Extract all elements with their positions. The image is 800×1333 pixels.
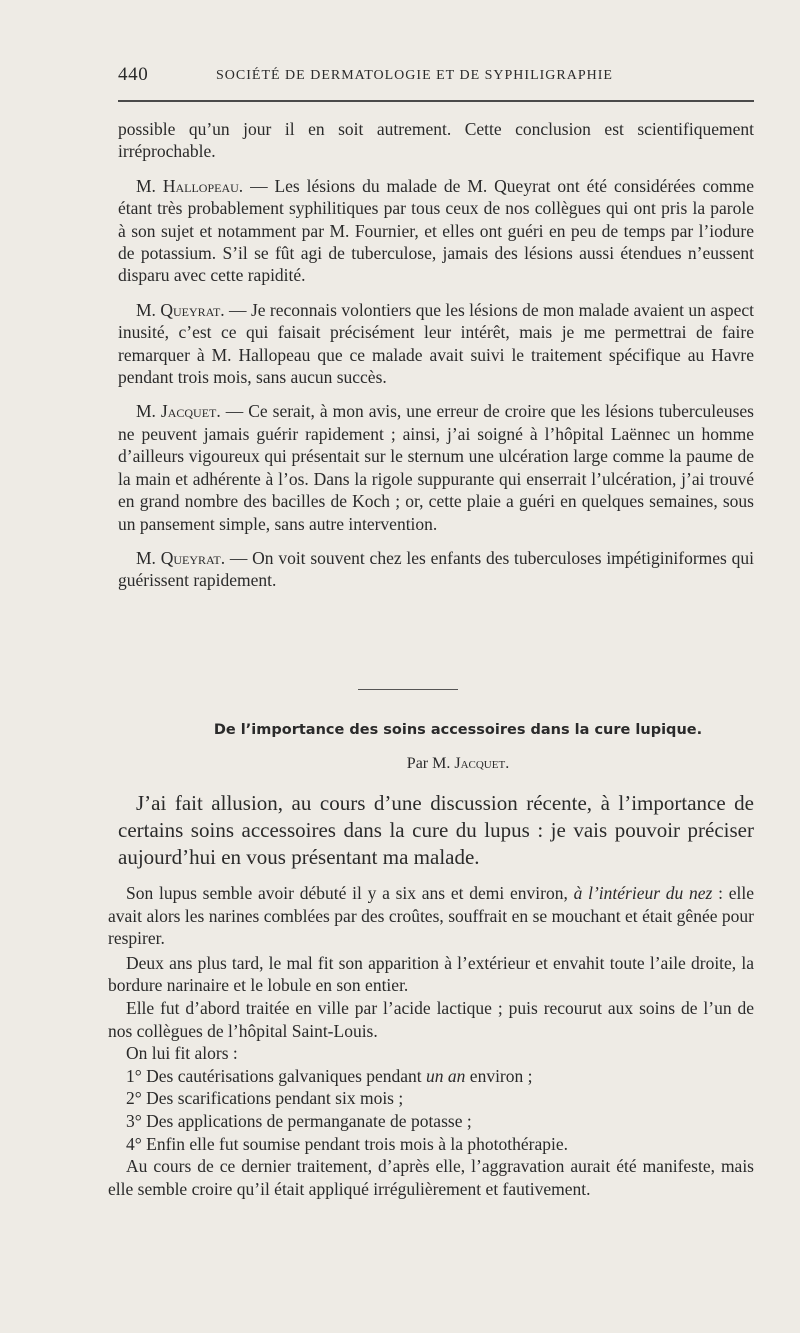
paragraph-continuation <box>118 118 754 163</box>
paragraph-text: — Les lésions du malade de M. Queyrat ont été considérées comme étant très probablement syphilitiques par tous ceux de nos collègues qui ont pris la parole à son sujet et notamment par M. Fournier, et elles ont guéri en peu de temps par l’iodure de potassium. S’il se fût agi de tuberculose, jamais des lésions aussi étendues n’eussent disparu avec cette rapidité. <box>118 175 754 286</box>
article-author <box>118 755 798 773</box>
discussion-section <box>118 118 754 604</box>
paragraph: Elle fut d’abord traitée en ville par l’acide lactique ; puis recourut aux soins de l’un de nos collègues de l’hôpital Saint-Louis. <box>108 997 754 1041</box>
author-prefix: Par M. <box>406 755 455 772</box>
lead-paragraph: J’ai fait allusion, au cours d’une discussion récente, à l’importance de certains soins accessoires dans la cure du lupus : je vais pouvoir préciser aujourd’hui en vous présentant ma malade. <box>118 791 754 869</box>
paragraph-hallopeau <box>118 175 754 287</box>
paragraph-jacquet <box>118 400 754 534</box>
paragraph <box>108 882 754 950</box>
page-header <box>118 64 754 88</box>
paragraph-text: — On voit souvent chez les enfants des tuberculoses impétiginiformes qui guérissent rapidement. <box>118 547 755 591</box>
article-title: De l’importance des soins accessoires dans la cure lupique. <box>213 722 703 738</box>
italic-text: à l’intérieur du nez <box>573 883 713 903</box>
list-item: 3° Des applications de permanganate de potasse ; <box>126 1110 472 1131</box>
header-rule <box>118 100 754 102</box>
speaker-name: M. Jacquet. <box>136 401 221 422</box>
paragraph-text: — Je reconnais volontiers que les lésions de mon malade avaient un aspect inusité, c’est ce qui faisait précisément leur intérêt, mais je me permettrai de faire remarquer à M. Hallopeau que ce malade avait suivi le traitement spécifique au Havre pendant trois mois, sans aucun succès. <box>118 299 754 388</box>
paragraph: On lui fit alors : <box>126 1043 238 1064</box>
paragraph-queyrat-2 <box>118 547 754 592</box>
running-title: SOCIÉTÉ DE DERMATOLOGIE ET DE SYPHILIGRAPHIE <box>216 68 613 83</box>
paragraph: Au cours de ce dernier traitement, d’après elle, l’aggravation aurait été manifeste, mais elle semble croire qu’il était appliqué irrégulièrement et fautivement. <box>108 1156 754 1199</box>
section-divider <box>358 689 458 690</box>
paragraph-text: — Ce serait, à mon avis, une erreur de croire que les lésions tuberculeuses ne peuvent jamais guérir rapidement ; ainsi, j’ai soigné à l’hôpital Laënnec un homme d’ailleurs vigoureux qui présentait sur le sternum une ulcération large comme la paume de la main et adhérente à l’os. Dans la rigole suppurante qui enserrait l’ulcération, j’ai trouvé en grand nombre des bacilles de Koch ; or, cette plaie a guéri en quelques semaines, sous un pansement simple, sans autre intervention. <box>118 401 754 534</box>
article-lead <box>118 790 754 871</box>
italic-text: un an <box>426 1065 466 1086</box>
page-number: 440 <box>118 64 149 85</box>
paragraph-queyrat <box>118 299 754 389</box>
list-item-text: environ ; <box>465 1065 533 1086</box>
list-item <box>108 1065 754 1088</box>
author-name: Jacquet. <box>454 755 510 772</box>
paragraph: Deux ans plus tard, le mal fit son apparition à l’extérieur et envahit toute l’aile droite, la bordure narinaire et le lobule en son entier. <box>108 952 754 996</box>
paragraph-text: Son lupus semble avoir débuté il y a six ans et demi environ, <box>126 883 574 903</box>
list-item: 2° Des scarifications pendant six mois ; <box>126 1088 404 1109</box>
article-body <box>108 882 754 1200</box>
paragraph-text: possible qu’un jour il en soit autrement. Cette conclusion est scientifiquement irréprochable. <box>118 119 754 162</box>
paragraph-text: : elle avait alors les narines comblées par des croûtes, souffrait en se mouchant et était gênée pour respirer. <box>108 883 755 949</box>
speaker-name: M. Queyrat. <box>136 547 226 568</box>
speaker-name: M. Queyrat. <box>136 299 225 320</box>
speaker-name: M. Hallopeau. <box>136 175 244 196</box>
list-item: 4° Enfin elle fut soumise pendant trois mois à la photothérapie. <box>126 1133 568 1154</box>
list-item-text: 1° Des cautérisations galvaniques pendant <box>126 1065 427 1086</box>
